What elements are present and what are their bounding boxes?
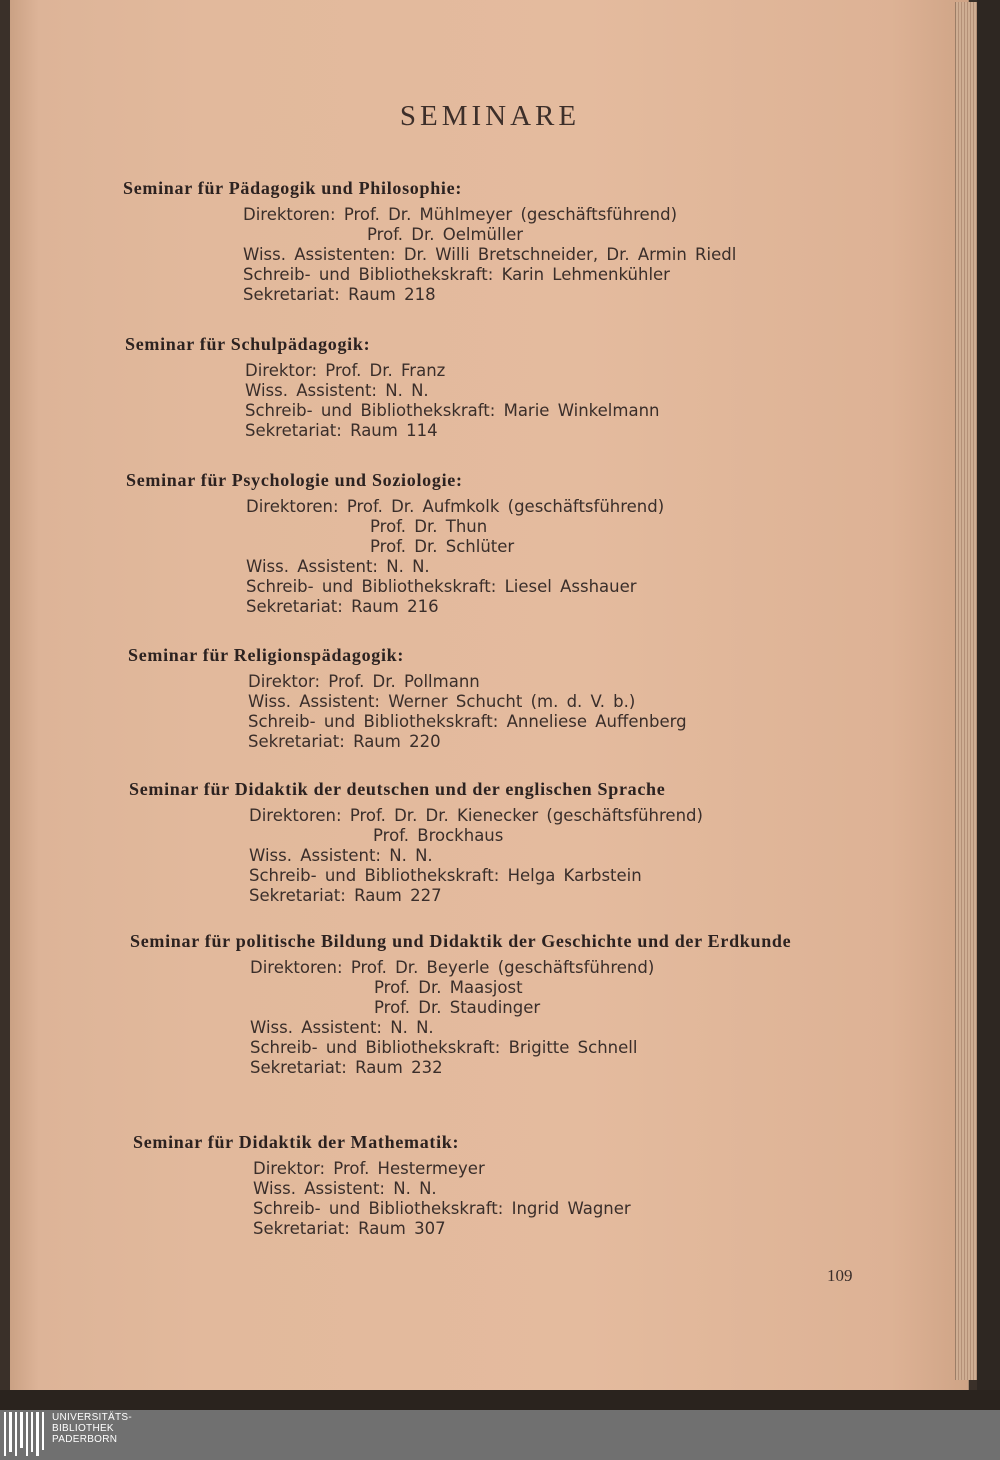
library-logo-text — [52, 1412, 132, 1445]
seminar-details — [245, 361, 660, 441]
staff-line: Schreib- und Bibliothekskraft: Helga Karbstein — [249, 866, 642, 885]
bottom-shadow — [0, 1390, 1000, 1410]
director-continuation: Prof. Dr. Schlüter — [370, 537, 515, 556]
seminar-psychologie-soziologie — [126, 468, 664, 617]
directors-line: Direktoren: Prof. Dr. Aufmkolk (geschäftsführend) — [246, 497, 665, 516]
seminar-politische-bildung — [130, 929, 845, 1078]
page-edges — [955, 2, 978, 1380]
director-continuation: Prof. Dr. Thun — [370, 517, 488, 536]
seminar-details — [248, 672, 687, 752]
seminar-heading: Seminar für Didaktik der Mathematik: — [133, 1132, 460, 1152]
staff-line: Schreib- und Bibliothekskraft: Karin Lehmenkühler — [243, 265, 670, 284]
office-line: Sekretariat: Raum 218 — [243, 285, 436, 304]
staff-line: Schreib- und Bibliothekskraft: Brigitte Schnell — [250, 1038, 638, 1057]
seminar-schulpaedagogik — [125, 332, 660, 441]
seminar-details — [243, 205, 736, 305]
office-line: Sekretariat: Raum 227 — [249, 886, 442, 905]
directors-line: Direktoren: Prof. Dr. Dr. Kienecker (geschäftsführend) — [249, 806, 703, 825]
logo-line-1: UNIVERSITÄTS- — [52, 1412, 133, 1423]
logo-line-3: PADERBORN — [52, 1434, 118, 1445]
seminar-heading: Seminar für Schulpädagogik: — [125, 334, 371, 354]
office-line: Sekretariat: Raum 232 — [250, 1058, 443, 1077]
seminar-details — [253, 1159, 631, 1239]
staff-line: Schreib- und Bibliothekskraft: Ingrid Wagner — [253, 1199, 631, 1218]
seminar-details — [246, 497, 664, 617]
assistant-line: Wiss. Assistenten: Dr. Willi Bretschneider, Dr. Armin Riedl — [243, 245, 737, 264]
directors-line: Direktoren: Prof. Dr. Mühlmeyer (geschäftsführend) — [243, 205, 678, 224]
director-continuation: Prof. Brockhaus — [373, 826, 504, 845]
director-continuation: Prof. Dr. Maasjost — [374, 978, 523, 997]
seminar-details — [250, 958, 845, 1078]
office-line: Sekretariat: Raum 114 — [245, 421, 438, 440]
office-line: Sekretariat: Raum 220 — [248, 732, 441, 751]
library-footer — [0, 1410, 1000, 1460]
seminar-paedagogik-philosophie — [123, 176, 736, 305]
seminar-details — [249, 806, 703, 906]
director-line: Direktor: Prof. Dr. Franz — [245, 361, 446, 380]
assistant-line: Wiss. Assistent: N. N. — [249, 846, 433, 865]
seminar-didaktik-mathematik — [133, 1130, 631, 1239]
seminar-heading: Seminar für Religionspädagogik: — [128, 645, 405, 665]
logo-line-2: BIBLIOTHEK — [52, 1423, 114, 1434]
page-title: SEMINARE — [399, 100, 581, 132]
director-line: Direktor: Prof. Hestermeyer — [253, 1159, 485, 1178]
assistant-line: Wiss. Assistent: N. N. — [245, 381, 429, 400]
assistant-line: Wiss. Assistent: Werner Schucht (m. d. V. b.) — [248, 692, 636, 711]
staff-line: Schreib- und Bibliothekskraft: Marie Winkelmann — [245, 401, 660, 420]
assistant-line: Wiss. Assistent: N. N. — [250, 1018, 434, 1037]
seminar-heading: Seminar für Psychologie und Soziologie: — [126, 470, 463, 490]
book-page — [10, 0, 969, 1390]
staff-line: Schreib- und Bibliothekskraft: Anneliese Auffenberg — [248, 712, 687, 731]
assistant-line: Wiss. Assistent: N. N. — [253, 1179, 437, 1198]
seminar-religionspaedagogik — [128, 643, 687, 752]
library-logo-icon — [4, 1412, 44, 1456]
assistant-line: Wiss. Assistent: N. N. — [246, 557, 430, 576]
seminar-didaktik-sprache — [129, 777, 703, 906]
staff-line: Schreib- und Bibliothekskraft: Liesel Asshauer — [246, 577, 637, 596]
office-line: Sekretariat: Raum 307 — [253, 1219, 446, 1238]
seminar-heading: Seminar für politische Bildung und Didaktik der Geschichte und der Erdkunde — [130, 931, 792, 951]
director-continuation: Prof. Dr. Staudinger — [374, 998, 541, 1017]
director-continuation: Prof. Dr. Oelmüller — [367, 225, 524, 244]
book-shadow — [977, 0, 1000, 1410]
office-line: Sekretariat: Raum 216 — [246, 597, 439, 616]
seminar-heading: Seminar für Pädagogik und Philosophie: — [123, 178, 463, 198]
seminar-heading: Seminar für Didaktik der deutschen und der englischen Sprache — [129, 779, 666, 799]
page-number: 109 — [827, 1266, 853, 1285]
director-line: Direktor: Prof. Dr. Pollmann — [248, 672, 480, 691]
directors-line: Direktoren: Prof. Dr. Beyerle (geschäftsführend) — [250, 958, 655, 977]
